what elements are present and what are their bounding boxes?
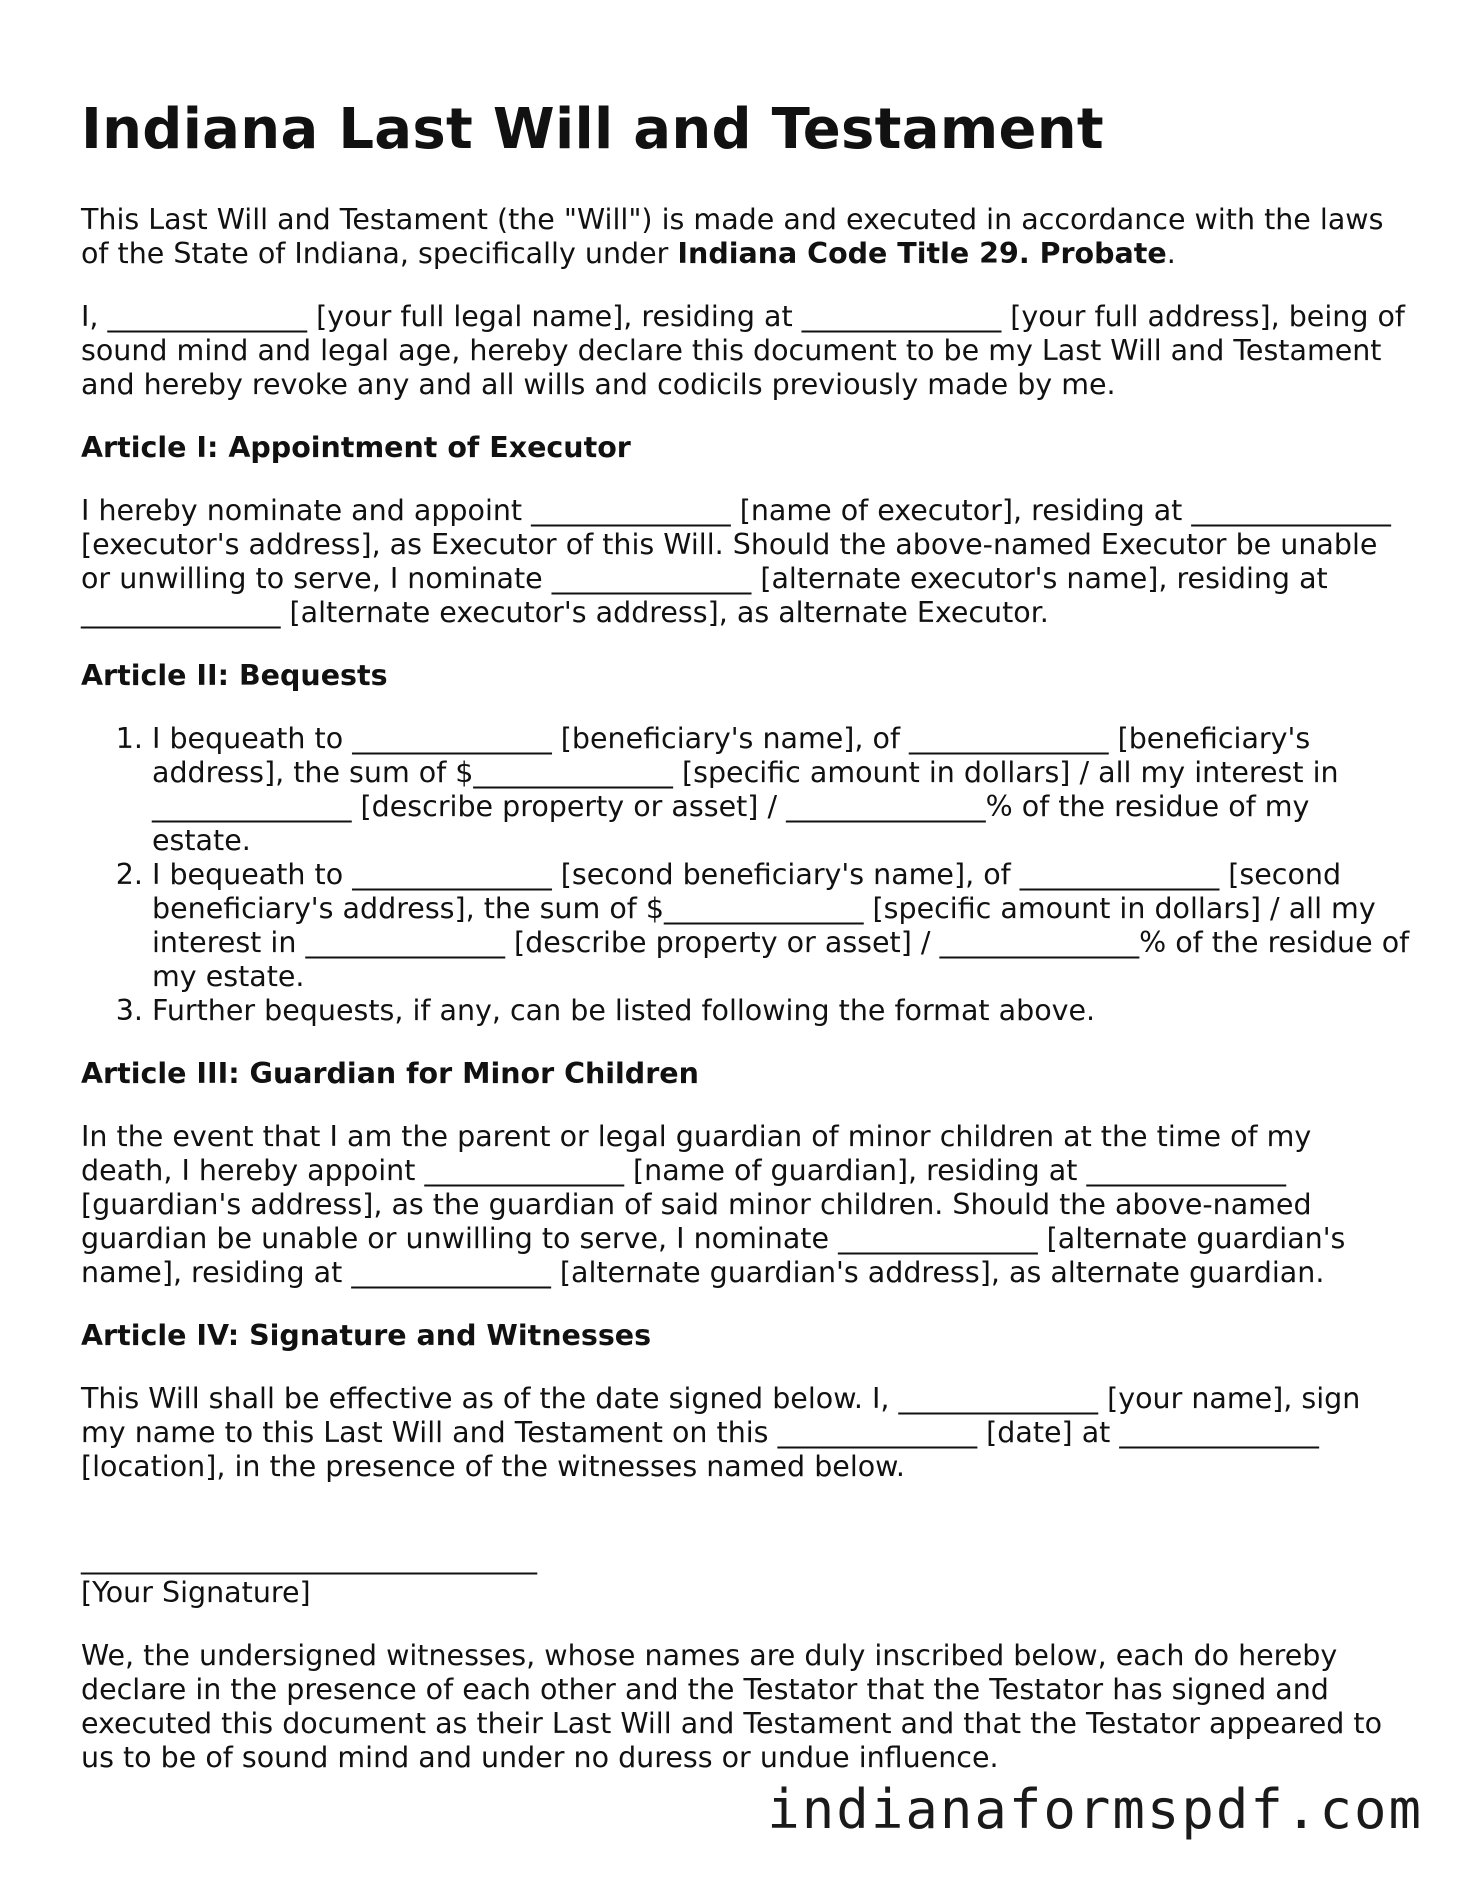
article-4-heading: Article IV: Signature and Witnesses (81, 1319, 652, 1353)
intro-end: . (1166, 237, 1176, 271)
bequest-item-2: 2. I bequeath to ______________ [second beneficiary's name], of ______________ [second beneficiary's address], the sum of $______________ [specific amount in dollars] / all my interest in ______________ [describe property or asset] / ______________% of the residue of my estate. (152, 858, 1411, 994)
article-2-heading: Article II: Bequests (81, 659, 388, 693)
declaration-paragraph: I, ______________ [your full legal name], residing at ______________ [your full address], being of sound mind and legal age, hereby declare this document to be my Last Will and Testament and hereby revoke any and all wills and codicils previously made by me. (81, 300, 1405, 402)
document-page (81, 96, 1411, 1804)
article-3-text: In the event that I am the parent or legal guardian of minor children at the time of my death, I hereby appoint ______________ [name of guardian], residing at ______________ [guardian's address], as the guardian of said minor children. Should the above-named guardian be unable or unwilling to serve, I nominate ______________ [alternate guardian's name], residing at ______________ [alternate guardian's address], as alternate guardian. (81, 1120, 1346, 1290)
intro-text: This Last Will and Testament (the "Will") is made and executed in accordance with the laws of the State of Indiana, specifically under (81, 203, 1384, 271)
article-1-text: I hereby nominate and appoint ______________ [name of executor], residing at ______________ [executor's address], as Executor of this Will. Should the above-named Executor be unable or unwilling to serve, I nominate ______________ [alternate executor's name], residing at ______________ [alternate executor's address], as alternate Executor. (81, 494, 1391, 630)
watermark: indianaformspdf.com (767, 1778, 1423, 1841)
bequest-item-3: 3. Further bequests, if any, can be listed following the format above. (152, 994, 1411, 1028)
signature-line: ________________________________ (81, 1542, 537, 1576)
article-4-text: This Will shall be effective as of the date signed below. I, ______________ [your name], sign my name to this Last Will and Testament on this ______________ [date] at ______________ [location], in the presence of the witnesses named below. (81, 1382, 1361, 1484)
signature-label: [Your Signature] (81, 1576, 311, 1610)
document-title: Indiana Last Will and Testament (81, 97, 1104, 162)
bequests-list (81, 722, 1411, 1028)
intro-paragraph (81, 203, 1411, 271)
article-1-heading: Article I: Appointment of Executor (81, 431, 631, 465)
bequest-item-1: 1. I bequeath to ______________ [beneficiary's name], of ______________ [beneficiary's address], the sum of $______________ [specific amount in dollars] / all my interest in ______________ [describe property or asset] / ______________% of the residue of my estate. (152, 722, 1411, 858)
intro-code-reference: Indiana Code Title 29. Probate (677, 237, 1167, 271)
article-3-heading: Article III: Guardian for Minor Children (81, 1057, 699, 1091)
witness-paragraph: We, the undersigned witnesses, whose names are duly inscribed below, each do hereby declare in the presence of each other and the Testator that the Testator has signed and executed this document as their Last Will and Testament and that the Testator appeared to us to be of sound mind and under no duress or undue influence. (81, 1639, 1383, 1775)
